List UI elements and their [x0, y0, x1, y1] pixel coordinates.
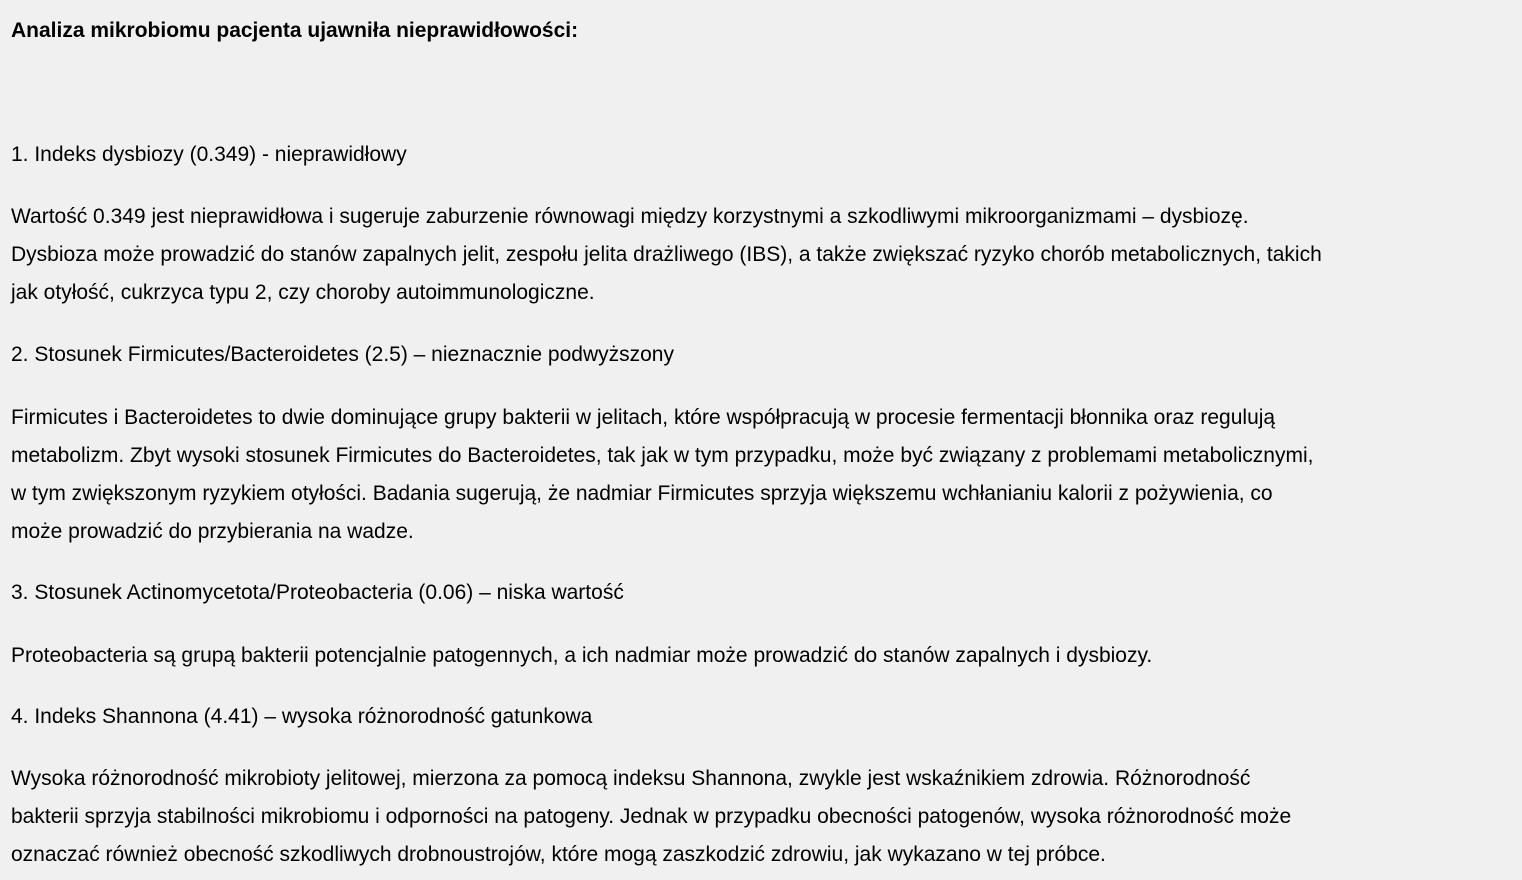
section-paragraph-firmicutes-bacteroidetes [11, 399, 1313, 551]
paragraph-line: Proteobacteria są grupą bakterii potencjalnie patogennych, a ich nadmiar może prowadzić do stanów zapalnych i dysbiozy. [11, 644, 1153, 667]
paragraph-line: metabolizm. Zbyt wysoki stosunek Firmicutes do Bacteroidetes, tak jak w tym przypadku, może być związany z problemami metabolicznymi, [11, 444, 1314, 467]
paragraph-line: Firmicutes i Bacteroidetes to dwie dominujące grupy bakterii w jelitach, które współpracują w procesie fermentacji błonnika oraz regulują [11, 406, 1276, 429]
paragraph-line: bakterii sprzyja stabilności mikrobiomu i odporności na patogeny. Jednak w przypadku obecności patogenów, wysoka różnorodność może [11, 805, 1292, 828]
section-paragraph-shannon-index [11, 760, 1291, 874]
section-heading-dysbiosis-index: 1. Indeks dysbiozy (0.349) - nieprawidłowy [11, 143, 407, 166]
paragraph-line: może prowadzić do przybierania na wadze. [11, 520, 414, 543]
paragraph-line: jak otyłość, cukrzyca typu 2, czy choroby autoimmunologiczne. [11, 281, 595, 304]
paragraph-line: Dysbioza może prowadzić do stanów zapalnych jelit, zespołu jelita drażliwego (IBS), a także zwiększać ryzyko chorób metabolicznych, takich [11, 243, 1322, 266]
section-paragraph-actinomycetota-proteobacteria [11, 637, 1152, 675]
section-paragraph-dysbiosis-index [11, 198, 1322, 312]
paragraph-line: Wysoka różnorodność mikrobioty jelitowej, mierzona za pomocą indeksu Shannona, zwykle jest wskaźnikiem zdrowia. Różnorodność [11, 767, 1251, 790]
section-heading-shannon-index: 4. Indeks Shannona (4.41) – wysoka różnorodność gatunkowa [11, 705, 593, 728]
paragraph-line: w tym zwiększonym ryzykiem otyłości. Badania sugerują, że nadmiar Firmicutes sprzyja większemu wchłanianiu kalorii z pożywienia, co [11, 482, 1273, 505]
document-title: Analiza mikrobiomu pacjenta ujawniła nieprawidłowości: [11, 19, 579, 42]
section-heading-firmicutes-bacteroidetes: 2. Stosunek Firmicutes/Bacteroidetes (2.5) – nieznacznie podwyższony [11, 343, 674, 366]
section-heading-actinomycetota-proteobacteria: 3. Stosunek Actinomycetota/Proteobacteria (0.06) – niska wartość [11, 581, 624, 604]
paragraph-line: oznaczać również obecność szkodliwych drobnoustrojów, które mogą zaszkodzić zdrowiu, jak wykazano w tej próbce. [11, 843, 1106, 866]
paragraph-line: Wartość 0.349 jest nieprawidłowa i sugeruje zaburzenie równowagi między korzystnymi a szkodliwymi mikroorganizmami – dysbiozę. [11, 205, 1249, 228]
